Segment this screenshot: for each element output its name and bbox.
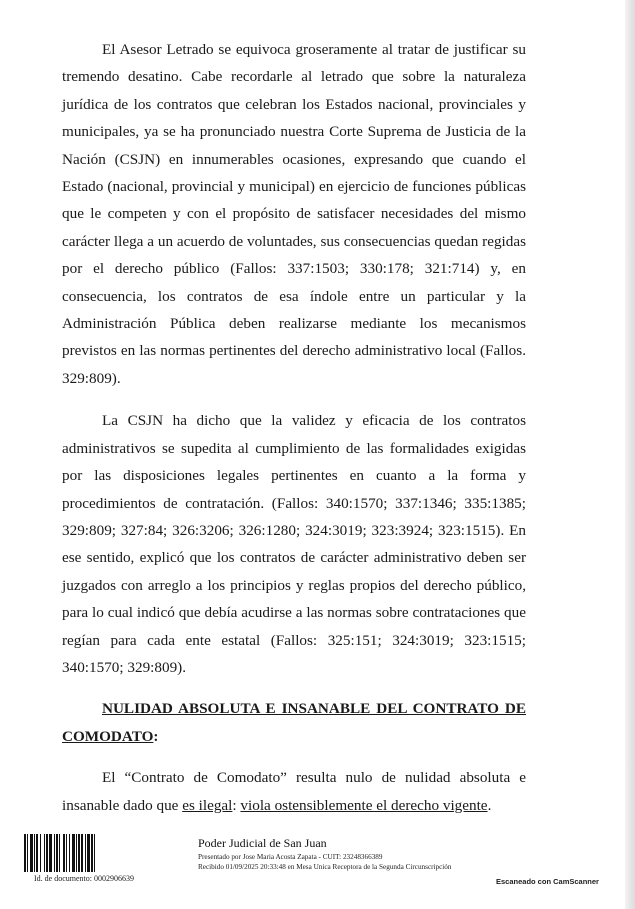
comodato-text-3: . <box>487 796 492 814</box>
comodato-underlined-ilegal: es ilegal <box>182 796 233 814</box>
presented-by: Presentado por Jose Maria Acosta Zapata - CUIT: 23248366389 <box>198 853 383 861</box>
barcode-icon <box>24 834 176 872</box>
scanner-watermark: Escaneado con CamScanner <box>496 877 599 886</box>
section-heading <box>62 695 526 750</box>
section-heading-colon: : <box>153 727 159 745</box>
document-body <box>62 36 526 819</box>
received-stamp: Recibido 01/09/2025 20:33:48 en Mesa Unica Receptora de la Segunda Circunscripción <box>198 863 452 871</box>
court-name: Poder Judicial de San Juan <box>198 836 327 850</box>
paragraph-csjn: La CSJN ha dicho que la validez y eficacia de los contratos administrativos se supedita al cumplimiento de las formalidades exigidas por las disposiciones legales pertinentes en cuanto a la forma y procedimientos de contratación. (Fallos: 340:1570; 337:1346; 335:1385; 329:809; 327:84; 326:3206; 326:1280; 324:3019; 323:3924; 323:1515). En ese sentido, explicó que los contratos de carácter administrativo deben ser juzgados con arreglo a los principios y reglas propios del derecho público, para lo cual indicó que debía acudirse a las normas sobre contrataciones que regían para cada ente estatal (Fallos: 325:151; 324:3019; 323:1515; 340:1570; 329:809). <box>62 412 526 676</box>
comodato-text-2: : <box>232 796 241 814</box>
paragraph-asesor-letrado: El Asesor Letrado se equivoca groseramente al tratar de justificar su tremendo desatino. Cabe recordarle al letrado que sobre la naturaleza jurídica de los contratos que celebran los Estados nacional, provinciales y municipales, ya se ha pronunciado nuestra Corte Suprema de Justicia de la Nación (CSJN) en innumerables ocasiones, expresando que cuando el Estado (nacional, provincial y municipal) en ejercicio de funciones públicas que le competen y con el propósito de satisfacer necesidades del mismo carácter llega a un acuerdo de voluntades, sus consecuencias quedan regidas por el derecho público (Fallos: 337:1503; 330:178; 321:714) y, en consecuencia, los contratos de esa índole entre un particular y la Administración Pública deben realizarse mediante los mecanismos previstos en las normas pertinentes del derecho administrativo local (Fallos. 329:809). <box>62 41 526 387</box>
comodato-text-1: El “Contrato de Comodato” resulta nulo de nulidad absoluta e insanable dado que <box>62 769 526 814</box>
paragraph-comodato <box>62 764 526 819</box>
comodato-underlined-derecho: viola ostensiblemente el derecho vigente <box>240 796 488 814</box>
page-edge-shadow <box>625 0 635 909</box>
document-id: Id. de documento: 0002906639 <box>34 874 134 883</box>
section-heading-title: NULIDAD ABSOLUTA E INSANABLE DEL CONTRATO DE COMODATO <box>62 700 526 745</box>
